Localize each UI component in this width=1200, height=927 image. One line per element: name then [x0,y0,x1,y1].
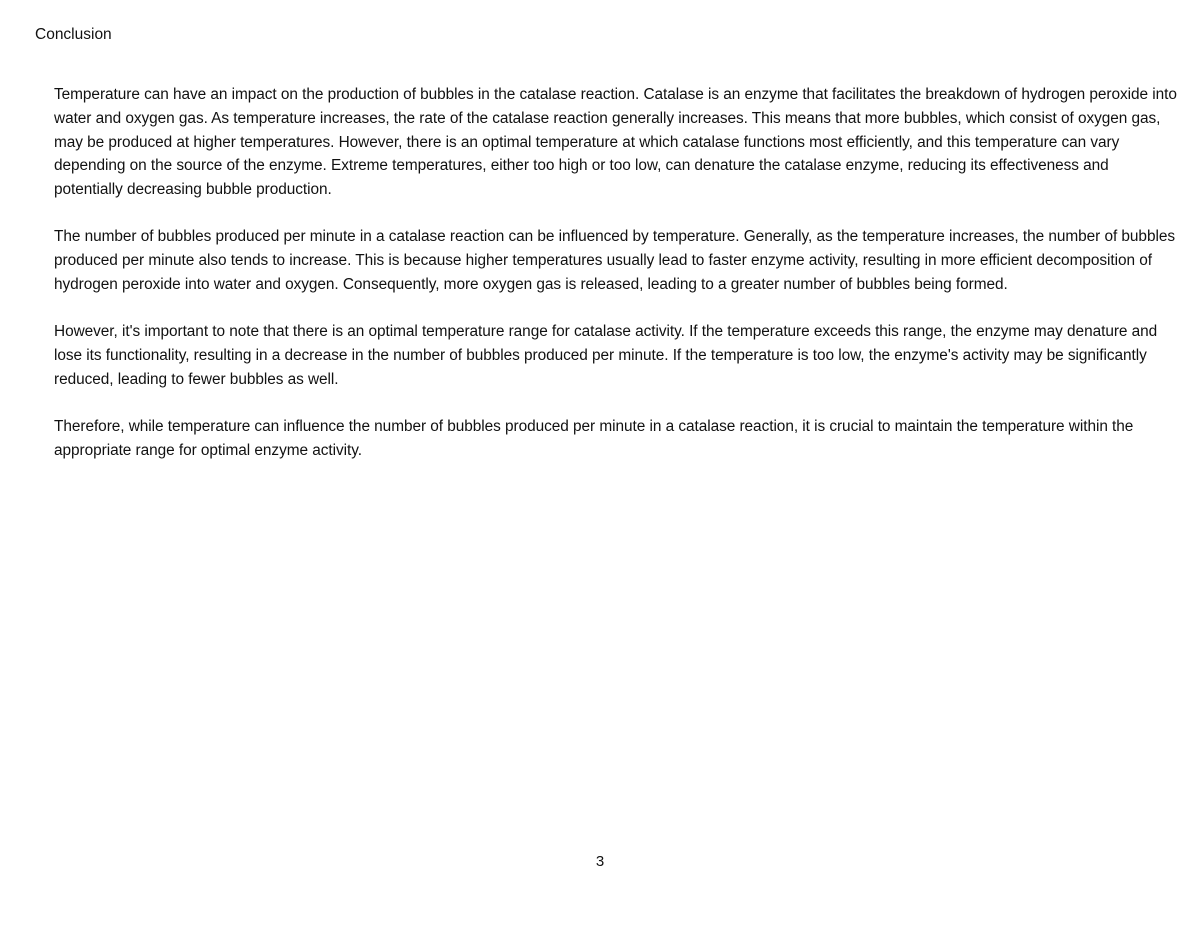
section-heading: Conclusion [35,26,112,43]
paragraph-2: The number of bubbles produced per minute in a catalase reaction can be influenced by temperature. Generally, as the temperature increases, the number of bubbles produced per minute also tends to increase. This is because higher temperatures usually lead to faster enzyme activity, resulting in more efficient decomposition of hydrogen peroxide into water and oxygen. Consequently, more oxygen gas is released, leading to a greater number of bubbles being formed. [54,228,1175,294]
page-number: 3 [595,853,605,870]
paragraph-3: However, it's important to note that there is an optimal temperature range for catalase activity. If the temperature exceeds this range, the enzyme may denature and lose its functionality, resulting in a decrease in the number of bubbles produced per minute. If the temperature is too low, the enzyme's activity may be significantly reduced, leading to fewer bubbles as well. [54,323,1158,388]
paragraph-1: Temperature can have an impact on the production of bubbles in the catalase reaction. Catalase is an enzyme that facilitates the breakdown of hydrogen peroxide into water and oxygen gas. As temperature increases, the rate of the catalase reaction generally increases. This means that more bubbles, which consist of oxygen gas, may be produced at higher temperatures. However, there is an optimal temperature at which catalase functions most efficiently, and this temperature can vary depending on the source of the enzyme. Extreme temperatures, either too high or too low, can denature the catalase enzyme, reducing its effectiveness and potentially decreasing bubble production. [54,86,1177,199]
document-body [54,83,1178,486]
paragraph-4: Therefore, while temperature can influence the number of bubbles produced per minute in a catalase reaction, it is crucial to maintain the temperature within the appropriate range for optimal enzyme activity. [54,418,1134,460]
